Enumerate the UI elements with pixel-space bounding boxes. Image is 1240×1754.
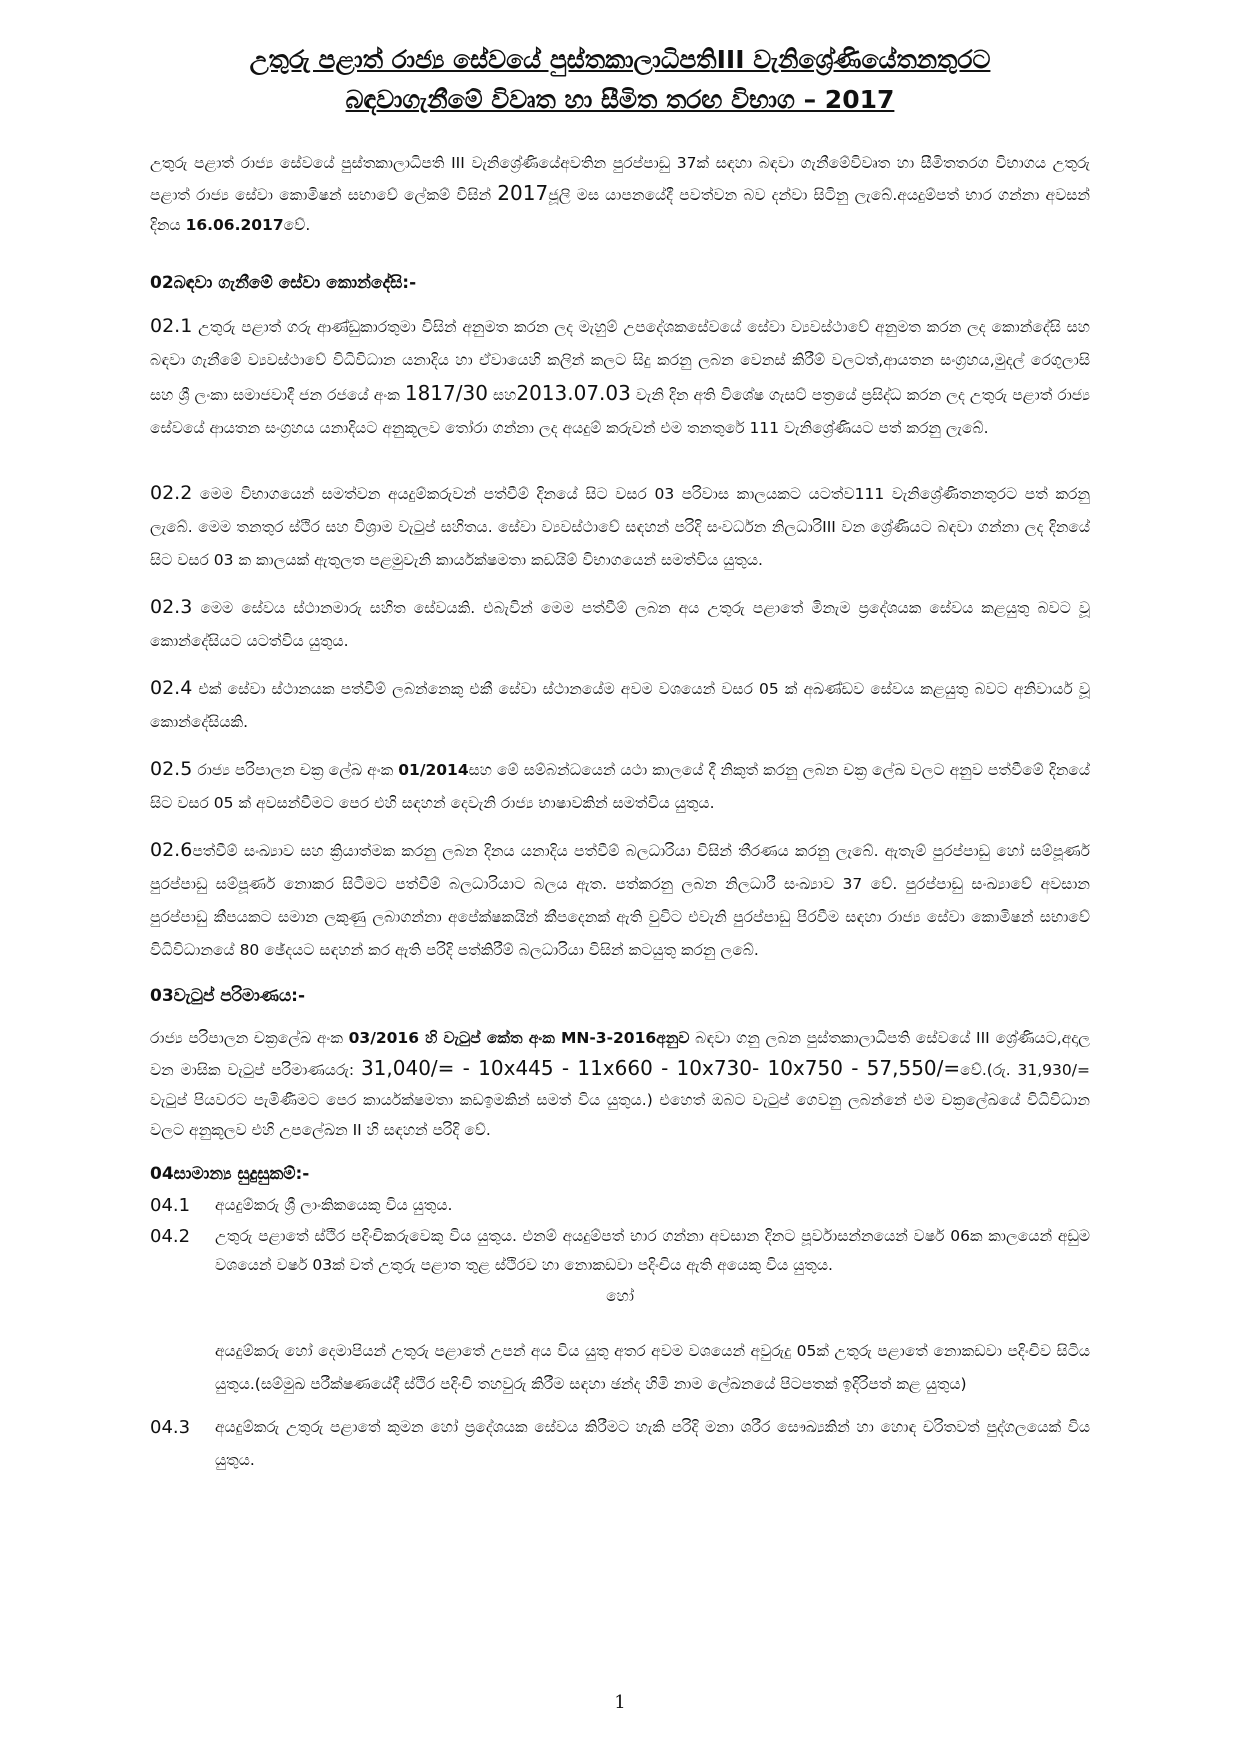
paragraph-02-4 (150, 672, 1090, 739)
salary-text-c: වේ.(රු. 31,930/= වැටුප් පියවරට පැමිණීමට පෙර කාර්යක්ෂමතා කඩඉමකින් සමත් විය යුතුය.) එහෙත් ඔබට වැටුප් ගෙවනු ලබන්නේ එම චක්‍රලේඛයේ විධිවිධාන වලට අනුකූලව එහි උපලේඛන II හි සඳහන් පරිදි වේ. (150, 1061, 1090, 1139)
item-number: 04.3 (150, 1417, 191, 1438)
salary-paragraph (150, 1023, 1090, 1145)
intro-text-c: වේ. (283, 216, 311, 234)
salary-text-b: බඳවා ගනු ලබන පුස්තකාලාධිපති සේවයේ III ශ්‍රේණියට,අදාල වන මාසික වැටුප් පරිමාණයරු: (150, 1029, 1090, 1079)
list-item (150, 1222, 1090, 1280)
paragraph-number: 02.5 (150, 758, 193, 780)
paragraph-text: රාජ්‍ය පරිපාලන චක්‍ර ලේඛ අංක (197, 761, 394, 779)
paragraph-number: 02.3 (150, 596, 193, 618)
document-title-line2: බඳවාගැනීමේ විවෘත හා සීමිත තරඟ විභාග – 2017 (345, 85, 895, 114)
gazette-date: 2013.07.03 (516, 381, 631, 405)
intro-text-a: උතුරු පළාත් රාජ්‍ය සේවයේ පුස්තකාලාධිපති III වැනිශ්‍රේණියේඅවතින පුරප්පාඩු 37ක් සඳහා බඳවා ගැනීමේවිවෘත හා සීමිතතරග විභාගය උතුරු පළාත් රාජ්‍ය සේවා කොමිෂන් සභාවේ ලේකම් විසින් (150, 154, 1090, 204)
circular-number: 01/2014 (398, 761, 469, 779)
gazette-number: 1817/30 (404, 381, 488, 405)
paragraph-02-5 (150, 753, 1090, 820)
paragraph-02-6 (150, 834, 1090, 967)
paragraph-text: පත්වීම් සංඛ්‍යාව සහ ක්‍රියාත්මක කරනු ලබන දිනය යනාදිය පත්වීම් බලධාරියා විසින් තීරණය කරනු ලැබේ. ඇතැම් පුරප්පාඩු හෝ සම්පූර්ණ පුරප්පාඩු සම්පූර්ණ නොකර සිටීමට පත්වීම් බලධාරියාට බලය ඇත. පත්කරනු ලබන නිලධාරී සංඛ්‍යාව 37 වේ. පුරප්පාඩු සංඛ්‍යාවේ අවසාන පුරප්පාඩු කීපයකට සමාන ලකුණු ලබාගන්නා අපේක්ෂකයින් කීපදෙනක් ඇති වුවිට එවැනි පුරප්පාඩු පිරවීම සඳහා රාජ්‍ය සේවා කොමිෂන් සභාවේ විධිවිධානයේ 80 ඡේදයට සඳහන් කර ඇති පරිදි පත්කිරීම් බලධාරියා විසින් කටයුතු කරනු ලබේ. (150, 842, 1090, 959)
paragraph-text: වැනි දින අති විශේෂ ගැසට් පත්‍රයේ ප්‍රසිද්ධ කරන ලද උතුරු පළාත් රාජ්‍ය සේවයේ ආයතන සංග්‍රහය යනාදියට අනුකූලව තෝරා ගන්නා ලද අයදුම් කරුවන් එම තනතුරේ 111 වැනිශ්‍රේණියට පත් කරනු ලැබේ. (150, 386, 1090, 437)
section-4-heading: 04සාමාන්‍ය සුදුසුකම්:- (150, 1164, 310, 1184)
paragraph-text: එක් සේවා ස්ථානයක පත්වීම් ලබන්නෙකු එකී සේවා ස්ථානයේම අවම වශයෙන් වසර 05 ක් අඛණ්ඩව සේවය කළයුතු බවට අනිවාර්ය වූ කොන්දේසියකි. (150, 680, 1090, 731)
list-item (150, 1411, 1090, 1477)
section-2-heading: 02බඳවා ගැනීමේ සේවා කොන්දේසි:- (150, 273, 417, 293)
paragraph-number: 02.2 (150, 482, 193, 504)
or-separator: හෝ (606, 1287, 634, 1305)
item-text: අයදුම්කරු ශ්‍රී ලාංකිකයෙකු විය යුතුය. (215, 1196, 453, 1214)
residency-alternative: අයදුම්කරු හෝ දෙමාපියන් උතුරු පළාතේ උපන් අය විය යුතු අතර අවම වශයෙන් අවුරුදු 05ක් උතුරු පළාතේ නොකඩවා පදිංචිව සිටිය යුතුය.(සම්මුඛ පරීක්ෂණයේදී ස්ථිර පදිංචි තහවුරු කිරීම සඳහා ඡන්ද හිමි නාම ලේඛනයේ පිටපතක් ඉදිරිපත් කළ යුතුය) (215, 1342, 1090, 1393)
list-item (150, 1191, 1090, 1220)
paragraph-02-1 (150, 310, 1090, 445)
salary-circular: 03/2016 හි වැටුප් කේත අංක MN-3-2016අනුව (348, 1029, 690, 1047)
paragraph-text: උතුරු පළාත් ගරු ආණ්ඩුකාරතුමා විසින් අනුමත කරන ලද මැහුම් උපදේශකසේවයේ සේවා ව්‍යවස්ථාවේ අනුමත කරන ලද කොන්දේසි සහ බඳවා ගැනීමේ ව්‍යවස්ථාවේ විධිවිධාන යනාදිය හා ඒවායෙහි කලින් කලට සිදු කරනු ලබන වෙනස් කිරීම් වලටත්,ආයතන සංග්‍රහය,මුදල් රෙගුලාසි සහ ශ්‍රී ලංකා සමාජවාදී ජන රජයේ අංක (150, 318, 1090, 404)
paragraph-02-3 (150, 591, 1090, 658)
salary-scale: 31,040/= - 10x445 - 11x660 - 10x730- 10x750 - 57,550/= (360, 1056, 961, 1080)
item-text: අයදුම්කරු උතුරු පළාතේ කුමන හෝ ප්‍රදේශයක සේවය කිරීමට හැකි පරිදි මනා ශරීර සෞඛ්‍යකින් හා හොඳ චරිතවත් පුද්ගලයෙක් විය යුතුය. (215, 1418, 1090, 1469)
paragraph-text: මෙම සේවය ස්ථානමාරු සහිත සේවයකි. එබැවින් මෙම පත්වීම් ලබන අය උතුරු පළාතේ මිනැම ප්‍රදේශයක සේවය කළයුතු බවට වූ කොන්දේසියට යටත්විය යුතුය. (150, 599, 1090, 650)
paragraph-number: 02.6 (150, 839, 193, 861)
page-number: 1 (614, 1692, 626, 1713)
paragraph-number: 02.4 (150, 677, 193, 699)
item-number: 04.1 (150, 1195, 191, 1216)
section-3-heading: 03වැටුප් පරිමාණය:- (150, 986, 306, 1006)
intro-closing-date: 16.06.2017 (185, 216, 284, 234)
salary-text-a: රාජ්‍ය පරිපාලන චක්‍රලේඛ අංක (150, 1029, 343, 1047)
intro-year: 2017 (497, 181, 549, 205)
paragraph-02-2 (150, 477, 1090, 577)
paragraph-text: සහ (493, 386, 517, 404)
paragraph-text: සහ මේ සම්බන්ධයෙන් යථා කාලයේ දී නිකුත් කරනු ලබන චක්‍ර ලේඛ වලට අනුව පත්වීමේ දිනයේ සිට වසර 05 ක් අවසන්වීමට පෙර එහි සඳහන් දෙවැනි රාජ්‍ය භාෂාවකින් සමත්විය යුතුය. (150, 761, 1090, 812)
intro-paragraph (150, 148, 1090, 240)
item-number: 04.2 (150, 1226, 191, 1247)
paragraph-number: 02.1 (150, 315, 193, 337)
paragraph-text: මෙම විභාගයෙන් සමත්වන අයදුම්කරුවන් පත්වීම් දිනයේ සිට වසර 03 පරිවාස කාලයකට යටත්ව111 වැනිශ්‍රේණිතනතුරට පත් කරනු ලැබේ. මෙම තනතුර ස්ථිර සහ විශ්‍රාම වැටුප් සහිතය. සේවා ව්‍යවස්ථාවේ සඳහන් පරිදි සංවර්ධන නිලධාරිIII වන ශ්‍රේණියට බඳවා ගන්නා ලද දිනයේ සිට වසර 03 ක කාලයක් ඇතුලත පළමුවැනි කාර්යක්ෂමතා කඩයිම් විභාගයෙන් සමත්විය යුතුය. (150, 485, 1090, 569)
item-text: උතුරු පළාතේ ස්ථිර පදිංචිකරුවෙකු විය යුතුය. එනම් අයදුම්පත් භාර ගන්නා අවසාන දිනට පූර්වාසන්නයෙන් වර්ෂ 06ක කාලයෙන් අඩුම වශයෙන් වර්ෂ 03ක් වත් උතුරු පළාත තුළ ස්ථිරව හා නොකඩවා පදිංචිය ඇති අයෙකු විය යුතුය. (215, 1227, 1090, 1274)
document-title-line1: උතුරු පළාත් රාජ්‍ය සේවයේ පුස්තකාලාධිපතිIII වැනිශ්‍රේණියේතනතුරට (249, 45, 991, 74)
intro-text-b: ජූලි මස යාපනයේදී පවත්වන බව දන්වා සිටිනු ලැබේ.අයදුම්පත් භාර ගන්නා අවසන් දිනය (150, 186, 1090, 234)
